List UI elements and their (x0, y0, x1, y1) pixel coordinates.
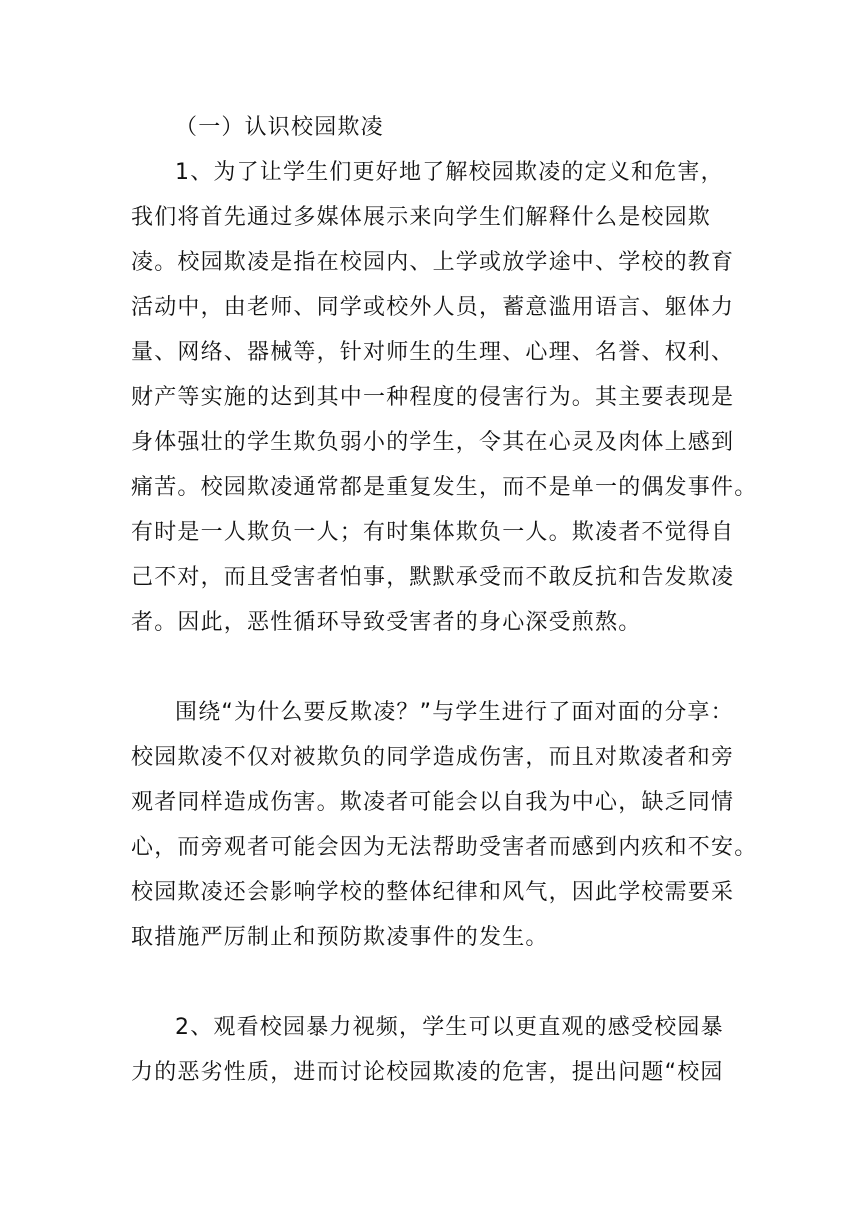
paragraph-line: 2、观看校园暴力视频，学生可以更直观的感受校园暴 (175, 1015, 724, 1040)
paragraph-line: 校园欺凌不仅对被欺负的同学造成伤害，而且对欺凌者和旁 (131, 745, 735, 770)
paragraph-line: 校园欺凌还会影响学校的整体纪律和风气，因此学校需要采 (131, 880, 735, 905)
paragraph-line: 己不对，而且受害者怕事，默默承受而不敢反抗和告发欺凌 (131, 565, 735, 590)
paragraph-line: 痛苦。校园欺凌通常都是重复发生，而不是单一的偶发事件。 (131, 475, 758, 500)
paragraph-line: 有时是一人欺负一人；有时集体欺负一人。欺凌者不觉得自 (131, 520, 735, 545)
paragraph-line: 身体强壮的学生欺负弱小的学生，令其在心灵及肉体上感到 (131, 430, 735, 455)
paragraph-line: 者。因此，恶性循环导致受害者的身心深受煎熬。 (131, 610, 642, 635)
paragraph-line: 活动中，由老师、同学或校外人员，蓄意滥用语言、躯体力 (131, 295, 735, 320)
paragraph-line: 我们将首先通过多媒体展示来向学生们解释什么是校园欺 (131, 205, 712, 230)
paragraph-line: 财产等实施的达到其中一种程度的侵害行为。其主要表现是 (131, 385, 735, 410)
section-heading: （一）认识校园欺凌 (175, 115, 384, 140)
paragraph-line: 1、为了让学生们更好地了解校园欺凌的定义和危害， (175, 160, 724, 185)
paragraph-line: 凌。校园欺凌是指在校园内、上学或放学途中、学校的教育 (131, 250, 735, 275)
paragraph-line: 量、网络、器械等，针对师生的生理、心理、名誉、权利、 (131, 340, 735, 365)
paragraph-line: 围绕“为什么要反欺凌？”与学生进行了面对面的分享： (175, 700, 734, 725)
paragraph-line: 力的恶劣性质，进而讨论校园欺凌的危害，提出问题“校园 (131, 1060, 724, 1085)
paragraph-line: 观者同样造成伤害。欺凌者可能会以自我为中心，缺乏同情 (131, 790, 735, 815)
paragraph-line: 取措施严厉制止和预防欺凌事件的发生。 (131, 925, 549, 950)
paragraph-line: 心，而旁观者可能会因为无法帮助受害者而感到内疚和不安。 (131, 835, 758, 860)
